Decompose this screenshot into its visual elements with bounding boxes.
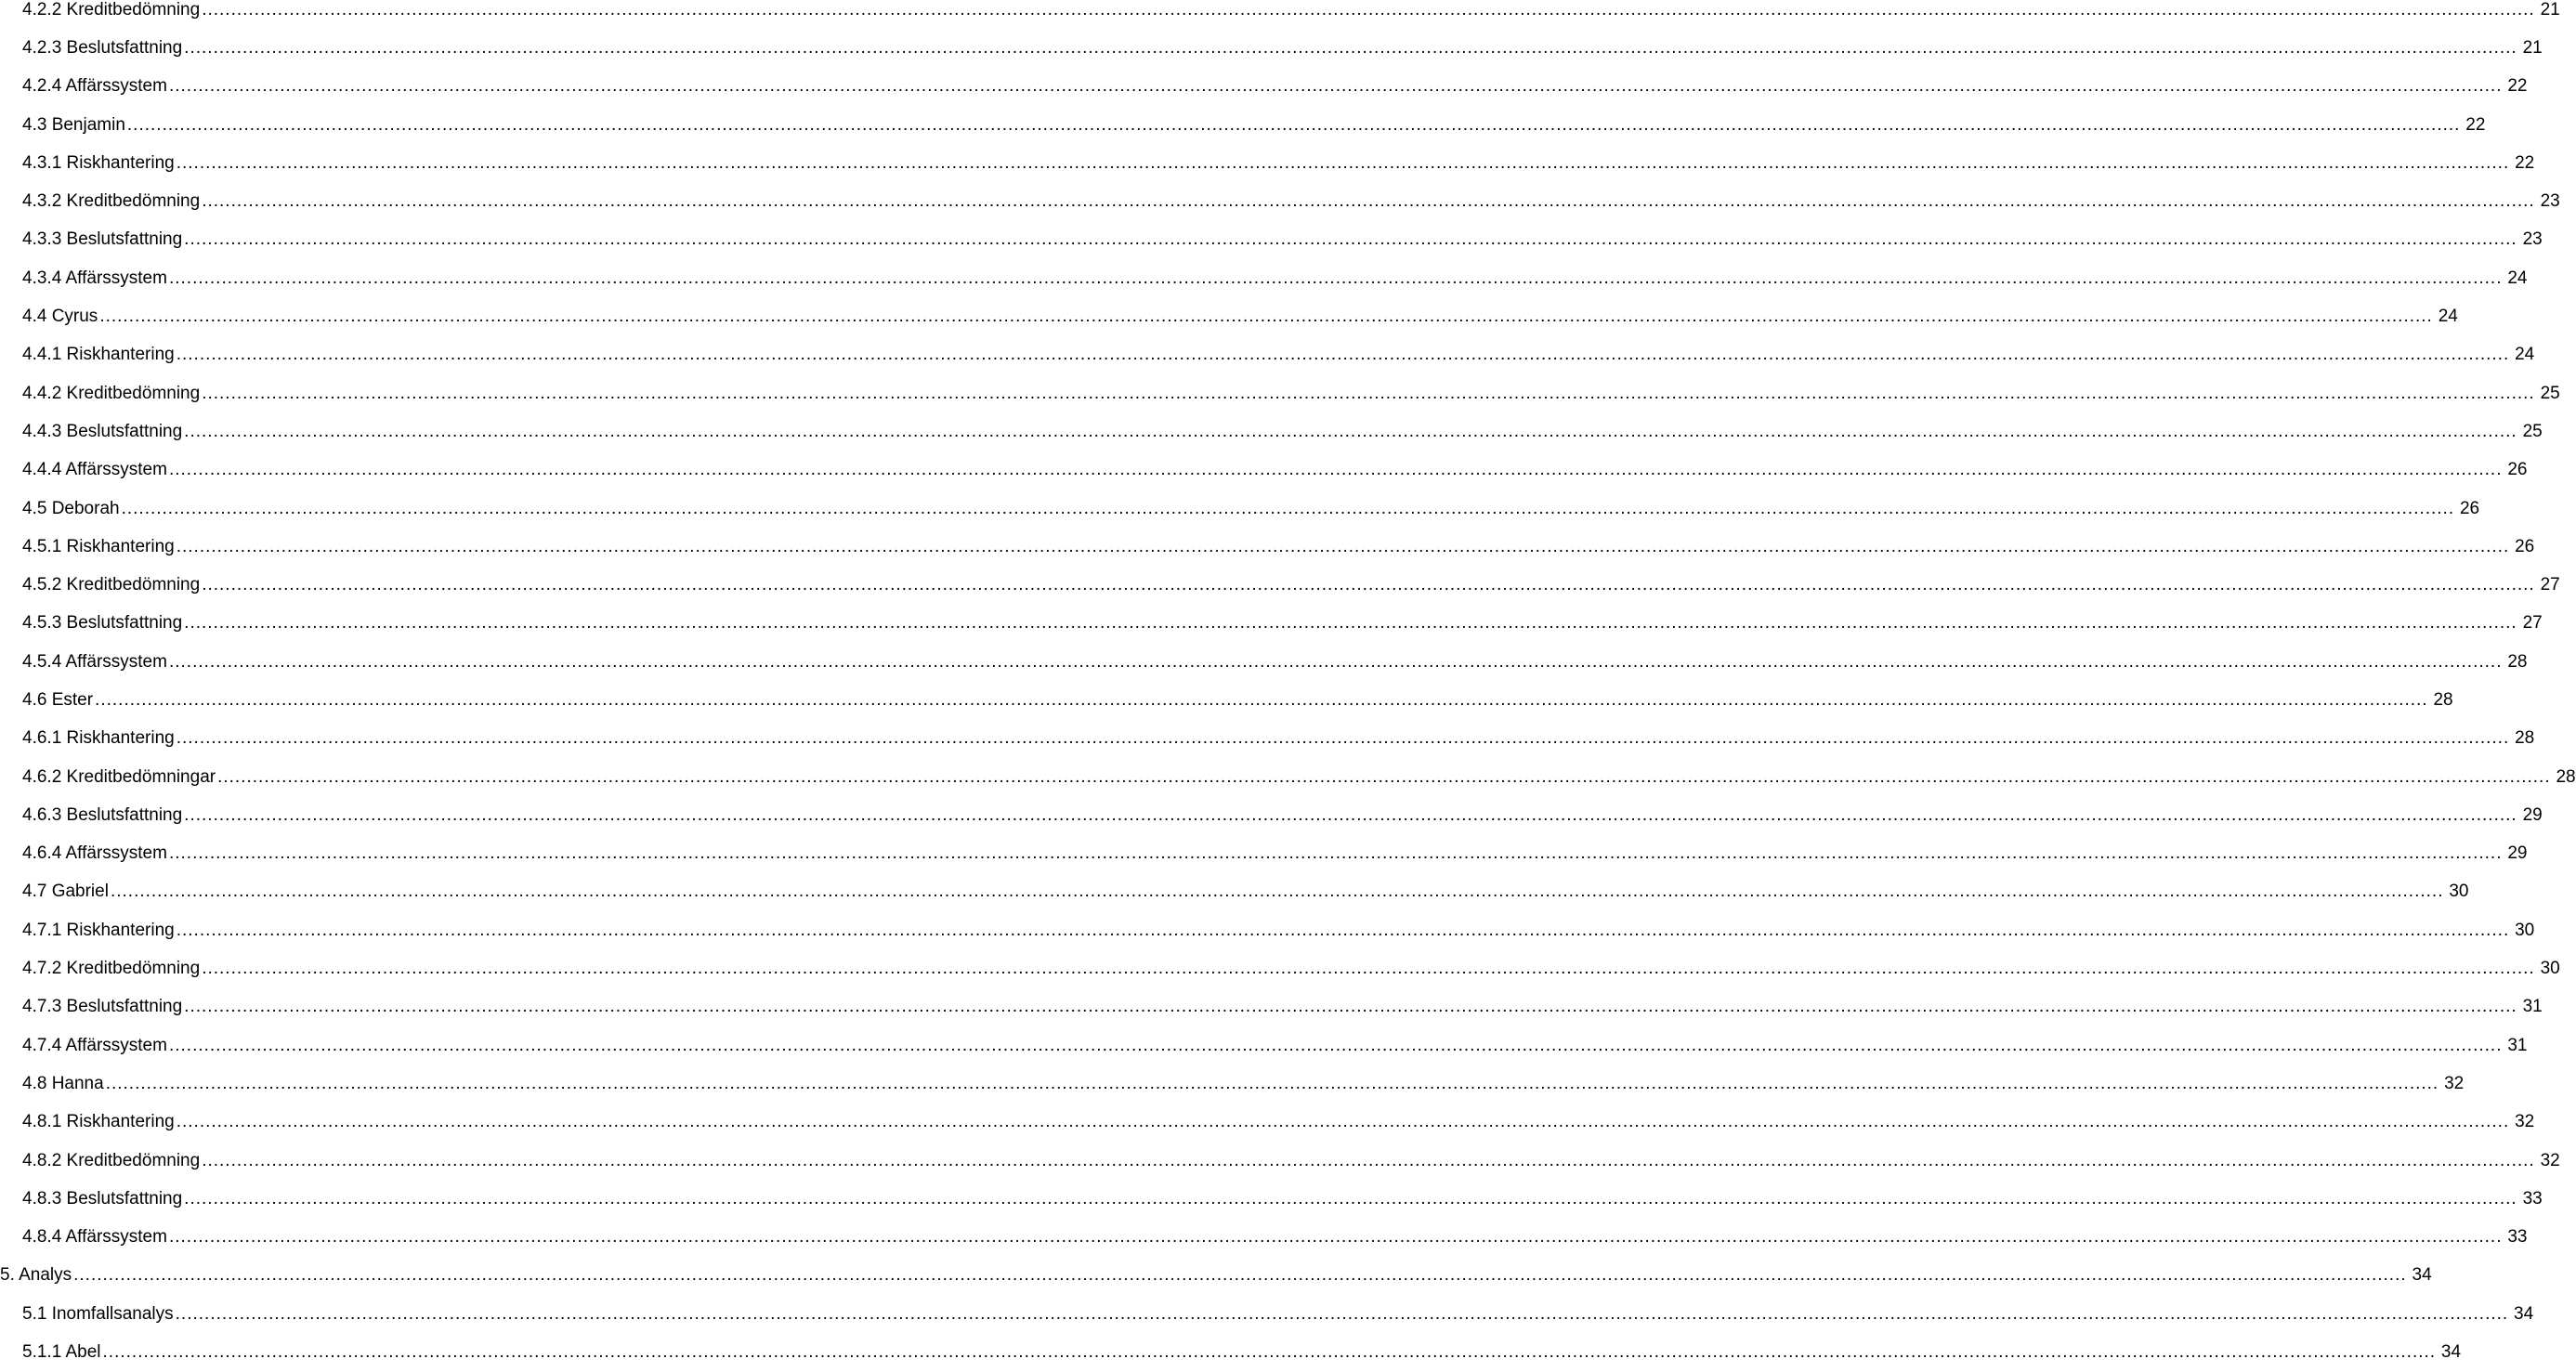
toc-entry-title: 4.6 Ester bbox=[22, 689, 94, 710]
toc-entry-title: 4.7.4 Affärssystem bbox=[22, 1035, 167, 1055]
dot-leader: ................................................................................................................................................................................................................................................................................................................................................................................................................ bbox=[110, 882, 2444, 902]
toc-entry[interactable] bbox=[0, 643, 2528, 681]
toc-entry-title: 4.6.4 Affärssystem bbox=[22, 843, 167, 864]
toc-entry-page-number: 32 bbox=[2515, 1112, 2535, 1132]
dot-leader: ................................................................................................................................................................................................................................................................................................................................................................................................................ bbox=[184, 997, 2517, 1017]
toc-entry-title: 4.3 Benjamin bbox=[22, 114, 125, 135]
toc-entry-page-number: 32 bbox=[2540, 1150, 2560, 1170]
toc-entry-page-number: 30 bbox=[2515, 920, 2535, 940]
toc-entry[interactable] bbox=[0, 182, 2560, 220]
dot-leader: ................................................................................................................................................................................................................................................................................................................................................................................................................ bbox=[202, 191, 2535, 212]
toc-entry-title: 4.4.1 Riskhantering bbox=[22, 345, 175, 365]
toc-entry[interactable] bbox=[0, 106, 2486, 144]
toc-entry[interactable] bbox=[0, 1219, 2528, 1257]
toc-entry[interactable] bbox=[0, 29, 2543, 67]
dot-leader: ................................................................................................................................................................................................................................................................................................................................................................................................................ bbox=[168, 268, 2503, 288]
toc-entry[interactable] bbox=[0, 681, 2453, 719]
toc-entry-title: 4.6.3 Beslutsfattning bbox=[22, 804, 183, 825]
toc-entry[interactable] bbox=[0, 336, 2535, 374]
dot-leader: ................................................................................................................................................................................................................................................................................................................................................................................................................ bbox=[95, 689, 2428, 710]
toc-entry[interactable] bbox=[0, 0, 2560, 29]
toc-entry-title: 5. Analys bbox=[0, 1265, 72, 1286]
toc-entry[interactable] bbox=[0, 1142, 2560, 1180]
toc-entry-page-number: 34 bbox=[2412, 1265, 2432, 1286]
dot-leader: ................................................................................................................................................................................................................................................................................................................................................................................................................ bbox=[102, 1342, 2437, 1363]
toc-entry[interactable] bbox=[0, 988, 2543, 1026]
toc-entry-title: 4.3.2 Kreditbedömning bbox=[22, 191, 201, 212]
toc-entry-title: 4.7 Gabriel bbox=[22, 882, 109, 902]
toc-entry-page-number: 29 bbox=[2507, 843, 2528, 864]
dot-leader: ................................................................................................................................................................................................................................................................................................................................................................................................................ bbox=[184, 421, 2517, 441]
dot-leader: ................................................................................................................................................................................................................................................................................................................................................................................................................ bbox=[175, 1303, 2509, 1324]
toc-entry-page-number: 26 bbox=[2507, 460, 2528, 480]
dot-leader: ................................................................................................................................................................................................................................................................................................................................................................................................................ bbox=[168, 460, 2503, 480]
toc-entry-page-number: 24 bbox=[2515, 345, 2535, 365]
dot-leader: ................................................................................................................................................................................................................................................................................................................................................................................................................ bbox=[168, 1227, 2503, 1248]
toc-entry-page-number: 33 bbox=[2507, 1227, 2528, 1248]
toc-entry-title: 4.7.3 Beslutsfattning bbox=[22, 997, 183, 1017]
toc-entry-title: 4.8.3 Beslutsfattning bbox=[22, 1188, 183, 1209]
toc-entry-page-number: 28 bbox=[2433, 689, 2453, 710]
toc-entry-title: 4.3.3 Beslutsfattning bbox=[22, 229, 183, 250]
toc-entry[interactable] bbox=[0, 1257, 2432, 1295]
toc-entry-title: 4.6.1 Riskhantering bbox=[22, 728, 175, 749]
toc-entry-page-number: 27 bbox=[2540, 575, 2560, 595]
toc-entry[interactable] bbox=[0, 796, 2543, 834]
toc-entry[interactable] bbox=[0, 1104, 2535, 1142]
toc-entry[interactable] bbox=[0, 911, 2535, 949]
toc-entry-title: 4.8 Hanna bbox=[22, 1073, 104, 1093]
toc-entry-title: 4.5.1 Riskhantering bbox=[22, 536, 175, 556]
toc-entry-page-number: 21 bbox=[2522, 37, 2543, 58]
toc-entry-page-number: 34 bbox=[2440, 1342, 2462, 1363]
dot-leader: ................................................................................................................................................................................................................................................................................................................................................................................................................ bbox=[99, 307, 2433, 327]
toc-entry-page-number: 25 bbox=[2540, 383, 2560, 403]
toc-entry-page-number: 34 bbox=[2514, 1303, 2534, 1324]
dot-leader: ................................................................................................................................................................................................................................................................................................................................................................................................................ bbox=[105, 1073, 2439, 1093]
toc-entry-title: 4.2.2 Kreditbedömning bbox=[22, 0, 201, 20]
toc-entry-title: 4.5 Deborah bbox=[22, 498, 120, 518]
dot-leader: ................................................................................................................................................................................................................................................................................................................................................................................................................ bbox=[176, 152, 2510, 173]
toc-entry-title: 4.8.2 Kreditbedömning bbox=[22, 1150, 201, 1170]
toc-entry[interactable] bbox=[0, 605, 2543, 643]
toc-entry[interactable] bbox=[0, 1180, 2543, 1218]
toc-entry-title: 4.4.3 Beslutsfattning bbox=[22, 421, 183, 441]
toc-entry-title: 4.5.2 Kreditbedömning bbox=[22, 575, 201, 595]
toc-entry-page-number: 32 bbox=[2444, 1073, 2465, 1093]
dot-leader: ................................................................................................................................................................................................................................................................................................................................................................................................................ bbox=[168, 651, 2503, 672]
toc-entry[interactable] bbox=[0, 490, 2480, 528]
toc-entry-page-number: 22 bbox=[2507, 76, 2528, 97]
dot-leader: ................................................................................................................................................................................................................................................................................................................................................................................................................ bbox=[202, 383, 2535, 403]
dot-leader: ................................................................................................................................................................................................................................................................................................................................................................................................................ bbox=[176, 345, 2510, 365]
toc-entry-page-number: 22 bbox=[2465, 114, 2486, 135]
dot-leader: ................................................................................................................................................................................................................................................................................................................................................................................................................ bbox=[126, 114, 2461, 135]
toc-entry-title: 4.3.1 Riskhantering bbox=[22, 152, 175, 173]
toc-entry-page-number: 25 bbox=[2522, 421, 2543, 441]
toc-entry-page-number: 28 bbox=[2556, 766, 2576, 787]
dot-leader: ................................................................................................................................................................................................................................................................................................................................................................................................................ bbox=[184, 804, 2517, 825]
dot-leader: ................................................................................................................................................................................................................................................................................................................................................................................................................ bbox=[73, 1265, 2407, 1286]
toc-entry[interactable] bbox=[0, 297, 2458, 335]
dot-leader: ................................................................................................................................................................................................................................................................................................................................................................................................................ bbox=[176, 536, 2510, 556]
dot-leader: ................................................................................................................................................................................................................................................................................................................................................................................................................ bbox=[168, 1035, 2503, 1055]
dot-leader: ................................................................................................................................................................................................................................................................................................................................................................................................................ bbox=[168, 76, 2503, 97]
toc-entry[interactable] bbox=[0, 412, 2543, 451]
toc-entry-title: 5.1.1 Abel bbox=[22, 1342, 101, 1363]
toc-entry[interactable] bbox=[0, 1333, 2462, 1371]
toc-entry-title: 4.8.4 Affärssystem bbox=[22, 1227, 167, 1248]
toc-entry[interactable] bbox=[0, 259, 2528, 297]
toc-entry-title: 5.1 Inomfallsanalys bbox=[22, 1303, 174, 1324]
toc-entry-page-number: 28 bbox=[2507, 651, 2528, 672]
toc-entry-title: 4.3.4 Affärssystem bbox=[22, 268, 167, 288]
toc-entry[interactable] bbox=[0, 873, 2469, 911]
toc-entry[interactable] bbox=[0, 528, 2535, 566]
toc-entry-title: 4.6.2 Kreditbedömningar bbox=[22, 766, 216, 787]
dot-leader: ................................................................................................................................................................................................................................................................................................................................................................................................................ bbox=[184, 613, 2517, 634]
toc-entry-page-number: 26 bbox=[2515, 536, 2535, 556]
toc-entry-page-number: 30 bbox=[2449, 882, 2469, 902]
dot-leader: ................................................................................................................................................................................................................................................................................................................................................................................................................ bbox=[176, 920, 2510, 940]
toc-entry[interactable] bbox=[0, 1065, 2465, 1103]
dot-leader: ................................................................................................................................................................................................................................................................................................................................................................................................................ bbox=[184, 1188, 2517, 1209]
toc-entry[interactable] bbox=[0, 451, 2528, 490]
toc-entry-page-number: 21 bbox=[2540, 0, 2560, 20]
toc-entry[interactable] bbox=[0, 949, 2560, 987]
toc-entry[interactable] bbox=[0, 566, 2560, 604]
toc-entry-page-number: 22 bbox=[2515, 152, 2535, 173]
toc-entry[interactable] bbox=[0, 144, 2535, 182]
toc-entry[interactable] bbox=[0, 720, 2535, 758]
toc-entry-title: 4.2.4 Affärssystem bbox=[22, 76, 167, 97]
toc-entry-page-number: 31 bbox=[2522, 997, 2543, 1017]
dot-leader: ................................................................................................................................................................................................................................................................................................................................................................................................................ bbox=[202, 959, 2535, 979]
toc-entry-title: 4.4.4 Affärssystem bbox=[22, 460, 167, 480]
dot-leader: ................................................................................................................................................................................................................................................................................................................................................................................................................ bbox=[176, 1112, 2510, 1132]
toc-entry-title: 4.7.2 Kreditbedömning bbox=[22, 959, 201, 979]
toc-entry-title: 4.2.3 Beslutsfattning bbox=[22, 37, 183, 58]
toc-entry-page-number: 24 bbox=[2438, 307, 2458, 327]
toc-entry-page-number: 27 bbox=[2522, 613, 2543, 634]
toc-entry-page-number: 23 bbox=[2522, 229, 2543, 250]
toc-entry-title: 4.8.1 Riskhantering bbox=[22, 1112, 175, 1132]
toc-entry-page-number: 33 bbox=[2522, 1188, 2543, 1209]
dot-leader: ................................................................................................................................................................................................................................................................................................................................................................................................................ bbox=[176, 728, 2510, 749]
dot-leader: ................................................................................................................................................................................................................................................................................................................................................................................................................ bbox=[202, 1150, 2535, 1170]
toc-entry-title: 4.4.2 Kreditbedömning bbox=[22, 383, 201, 403]
toc-entry[interactable] bbox=[0, 758, 2576, 796]
toc-entry[interactable] bbox=[0, 374, 2560, 412]
toc-entry-page-number: 24 bbox=[2507, 268, 2528, 288]
toc-entry-page-number: 28 bbox=[2515, 728, 2535, 749]
toc-entry-page-number: 26 bbox=[2459, 498, 2480, 518]
toc-entry[interactable] bbox=[0, 1026, 2528, 1065]
toc-entry-page-number: 29 bbox=[2522, 804, 2543, 825]
toc-entry-title: 4.5.4 Affärssystem bbox=[22, 651, 167, 672]
dot-leader: ................................................................................................................................................................................................................................................................................................................................................................................................................ bbox=[121, 498, 2455, 518]
dot-leader: ................................................................................................................................................................................................................................................................................................................................................................................................................ bbox=[184, 229, 2517, 250]
toc-entry[interactable] bbox=[0, 1295, 2534, 1333]
toc-entry[interactable] bbox=[0, 835, 2528, 873]
toc-entry-title: 4.7.1 Riskhantering bbox=[22, 920, 175, 940]
dot-leader: ................................................................................................................................................................................................................................................................................................................................................................................................................ bbox=[184, 37, 2517, 58]
toc-entry-title: 4.4 Cyrus bbox=[22, 307, 98, 327]
dot-leader: ................................................................................................................................................................................................................................................................................................................................................................................................................ bbox=[217, 766, 2551, 787]
toc-entry[interactable] bbox=[0, 68, 2528, 106]
toc-entry-page-number: 23 bbox=[2540, 191, 2560, 212]
dot-leader: ................................................................................................................................................................................................................................................................................................................................................................................................................ bbox=[168, 843, 2503, 864]
toc-entry-page-number: 31 bbox=[2507, 1035, 2528, 1055]
toc-entry[interactable] bbox=[0, 221, 2543, 259]
toc-entry-title: 4.5.3 Beslutsfattning bbox=[22, 613, 183, 634]
dot-leader: ................................................................................................................................................................................................................................................................................................................................................................................................................ bbox=[202, 0, 2535, 20]
toc-entry-page-number: 30 bbox=[2540, 959, 2560, 979]
dot-leader: ................................................................................................................................................................................................................................................................................................................................................................................................................ bbox=[202, 575, 2535, 595]
